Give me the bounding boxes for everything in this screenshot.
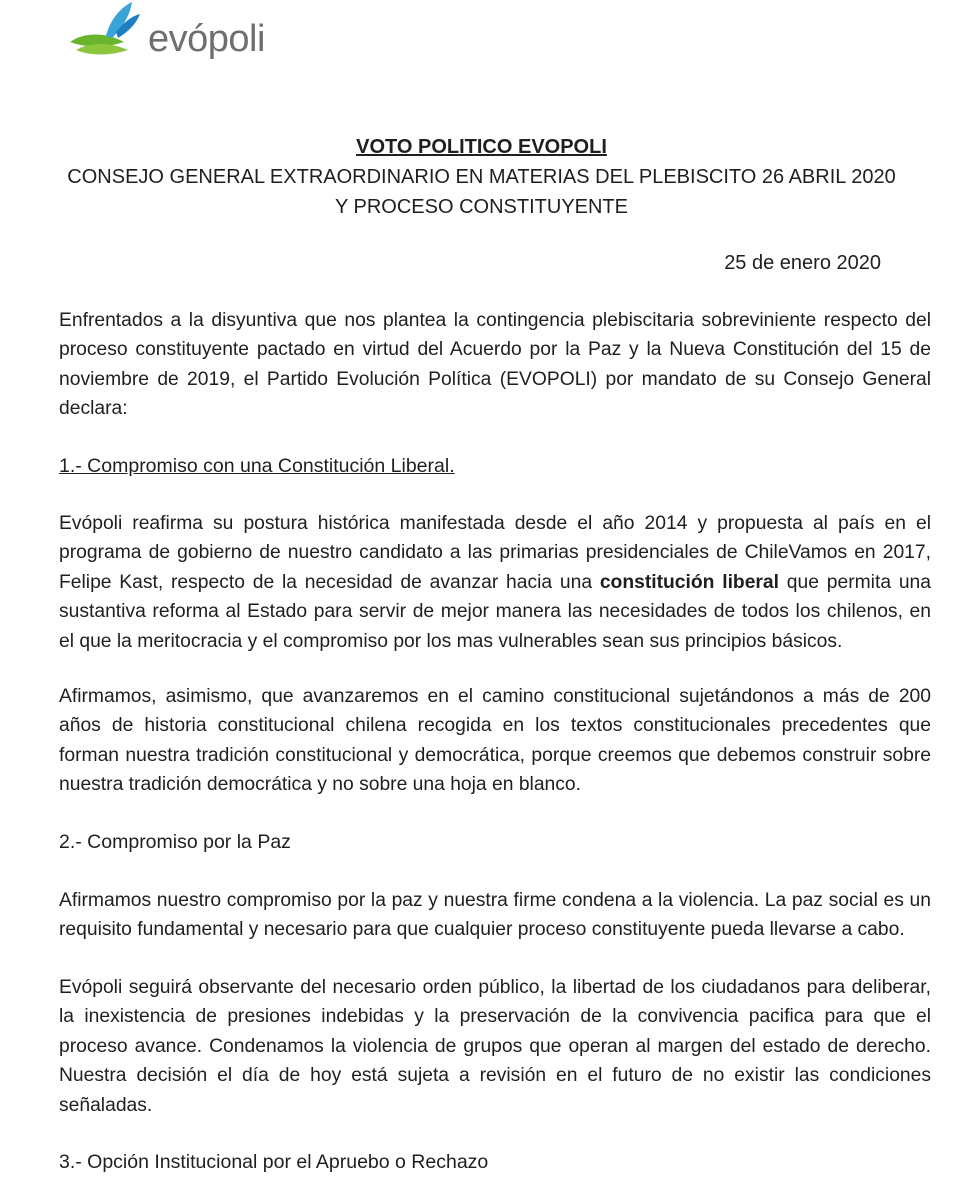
logo-wordmark: evópoli: [148, 18, 265, 60]
section-1-title: 1.- Compromiso con una Constitución Liberal.: [59, 455, 455, 477]
section-1-paragraph-1: [59, 509, 931, 656]
section-1-text-b: que permita una sustantiva reforma al Estado para servir de mejor manera las necesidades de todos los chilenos, en el que la meritocracia y el compromiso por los mas vulnerables sean sus principios básicos.: [59, 571, 931, 652]
section-1-text-a: Evópoli reafirma su postura histórica manifestada desde el año 2014 y propuesta al país en el programa de gobierno de nuestro candidato a las primarias presidenciales de ChileVamos en 2017, Felipe Kast, respecto de la necesidad de avanzar hacia una: [59, 513, 931, 593]
section-1-bold-text: constitución liberal: [599, 571, 780, 593]
document-subtitle-line2: Y PROCESO CONSTITUYENTE: [334, 196, 628, 218]
section-2-paragraph-1: Afirmamos nuestro compromiso por la paz y nuestra firme condena a la violencia. La paz social es un requisito fundamental y necesario para que cualquier proceso constituyente pueda llevarse a cabo.: [59, 890, 931, 941]
document-title: VOTO POLITICO EVOPOLI: [356, 136, 607, 158]
document-date: 25 de enero 2020: [724, 252, 881, 274]
bird-leaf-icon: [66, 2, 142, 60]
section-2-paragraph-2: Evópoli seguirá observante del necesario orden público, la libertad de los ciudadanos para deliberar, la inexistencia de presiones indebidas y la preservación de la convivencia pacifica para que el proceso avance. Condenamos la violencia de grupos que operan al margen del estado de derecho. Nuestra decisión el día de hoy está sujeta a revisión en el futuro de no existir las condiciones señaladas.: [59, 977, 931, 1116]
section-2-title: 2.- Compromiso por la Paz: [59, 831, 291, 853]
section-3-title: 3.- Opción Institucional por el Apruebo o Rechazo: [59, 1151, 489, 1173]
evopoli-logo: [66, 0, 265, 60]
intro-paragraph: Enfrentados a la disyuntiva que nos plantea la contingencia plebiscitaria sobreviniente respecto del proceso constituyente pactado en virtud del Acuerdo por la Paz y la Nueva Constitución del 15 de noviembre de 2019, el Partido Evolución Política (EVOPOLI) por mandato de su Consejo General declara:: [59, 310, 931, 420]
document-subtitle: CONSEJO GENERAL EXTRAORDINARIO EN MATERIAS DEL PLEBISCITO 26 ABRIL 2020: [67, 166, 896, 188]
section-1-paragraph-2: Afirmamos, asimismo, que avanzaremos en el camino constitucional sujetándonos a más de 200 años de historia constitucional chilena recogida en los textos constitucionales precedentes que forman nuestra tradición constitucional y democrática, porque creemos que debemos construir sobre nuestra tradición democrática y no sobre una hoja en blanco.: [59, 686, 931, 796]
